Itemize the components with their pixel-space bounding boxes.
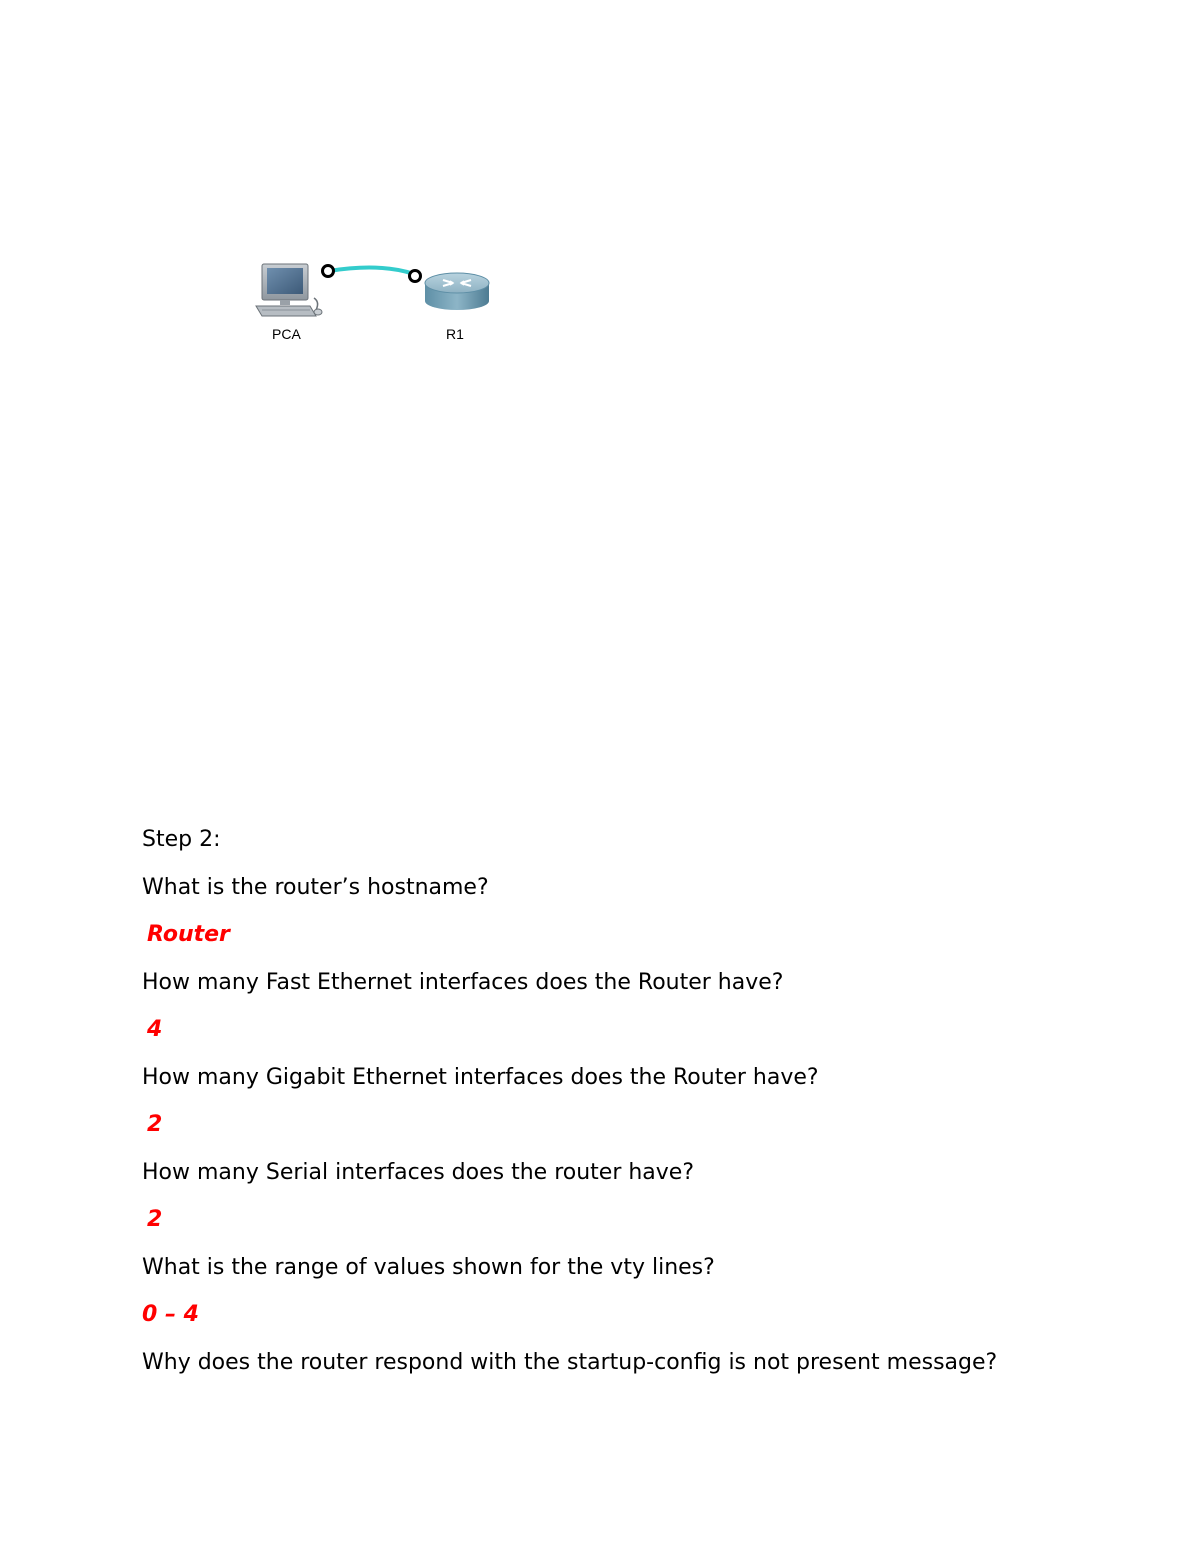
answer-gigabit-ethernet: 2 (147, 1112, 163, 1137)
router-icon (425, 273, 489, 310)
link-endpoint-r1 (410, 271, 421, 282)
ethernet-link (329, 268, 414, 274)
answer-fast-ethernet: 4 (147, 1017, 163, 1042)
question-startup-config: Why does the router respond with the startup-config is not present message? (142, 1349, 998, 1375)
question-vty-range: What is the range of values shown for the vty lines? (142, 1254, 715, 1280)
answer-vty-range: 0 – 4 (142, 1302, 199, 1327)
question-hostname: What is the router’s hostname? (142, 874, 489, 900)
question-gigabit-ethernet: How many Gigabit Ethernet interfaces does the Router have? (142, 1064, 819, 1090)
document-body (142, 826, 1142, 1396)
device-label-r1: R1 (446, 326, 464, 342)
link-endpoint-pca (323, 266, 334, 277)
pc-icon (256, 264, 322, 316)
answer-serial: 2 (147, 1207, 163, 1232)
question-serial: How many Serial interfaces does the router have? (142, 1159, 695, 1185)
network-topology-diagram (240, 250, 510, 350)
device-label-pca: PCA (272, 326, 301, 342)
question-fast-ethernet: How many Fast Ethernet interfaces does the Router have? (142, 969, 784, 995)
step-heading: Step 2: (142, 827, 221, 852)
answer-hostname: Router (147, 922, 230, 947)
